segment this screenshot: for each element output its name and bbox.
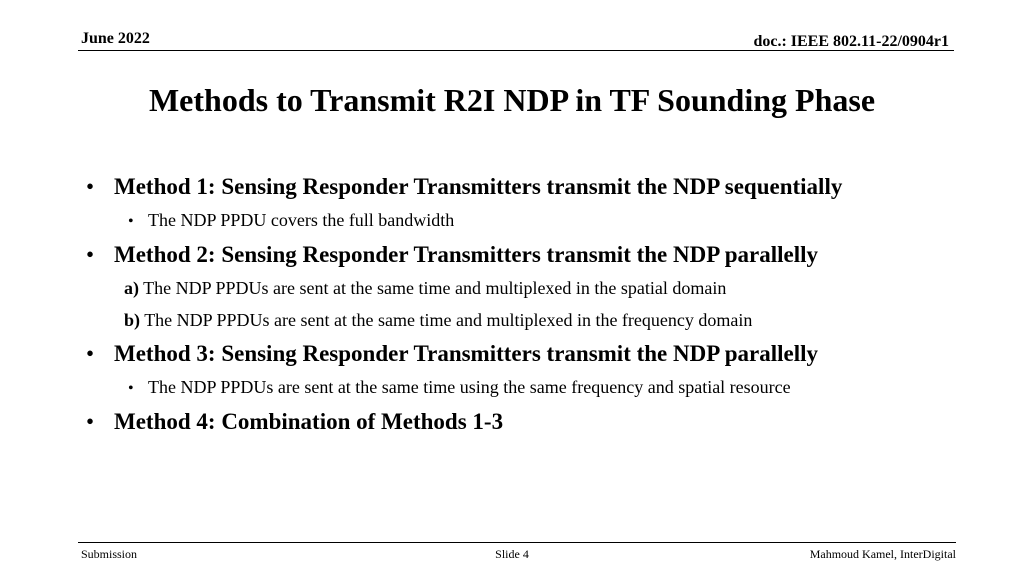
bullet-text: Method 4: Combination of Methods 1-3 [114, 409, 504, 434]
footer-divider [78, 542, 956, 543]
header-date: June 2022 [81, 30, 150, 47]
bullet-method-4 [86, 409, 503, 435]
bullet-method-2 [86, 242, 818, 268]
bullet-icon: • [86, 409, 95, 434]
footer-author: Mahmoud Kamel, InterDigital [809, 547, 956, 561]
bullet-method-1 [86, 174, 842, 200]
slide-title: Methods to Transmit R2I NDP in TF Sounding Phase [148, 82, 876, 118]
bullet-text: Method 3: Sensing Responder Transmitters transmit the NDP parallelly [114, 341, 819, 366]
bullet-text: The NDP PPDUs are sent at the same time using the same frequency and spatial resource [148, 377, 791, 397]
bullet-icon: • [128, 380, 134, 397]
item-tag: a) [124, 278, 139, 298]
bullet-icon: • [86, 341, 95, 366]
bullet-method-3 [86, 341, 818, 367]
sub-item-a [124, 278, 726, 299]
item-text: The NDP PPDUs are sent at the same time and multiplexed in the frequency domain [140, 310, 753, 330]
item-tag: b) [124, 310, 141, 330]
bullet-text: Method 1: Sensing Responder Transmitters transmit the NDP sequentially [114, 174, 843, 199]
bullet-icon: • [86, 242, 95, 267]
sub-bullet-method-3 [128, 377, 791, 398]
footer-slide-number: Slide 4 [495, 547, 529, 561]
bullet-text: The NDP PPDU covers the full bandwidth [148, 210, 455, 230]
bullet-text: Method 2: Sensing Responder Transmitters transmit the NDP parallelly [114, 242, 819, 267]
sub-item-b [124, 310, 752, 331]
item-text: The NDP PPDUs are sent at the same time and multiplexed in the spatial domain [139, 278, 727, 298]
bullet-icon: • [86, 174, 95, 199]
footer-submission: Submission [81, 547, 138, 561]
header-doc-id: doc.: IEEE 802.11-22/0904r1 [753, 33, 949, 50]
sub-bullet-method-1 [128, 210, 454, 231]
bullet-icon: • [128, 213, 134, 230]
